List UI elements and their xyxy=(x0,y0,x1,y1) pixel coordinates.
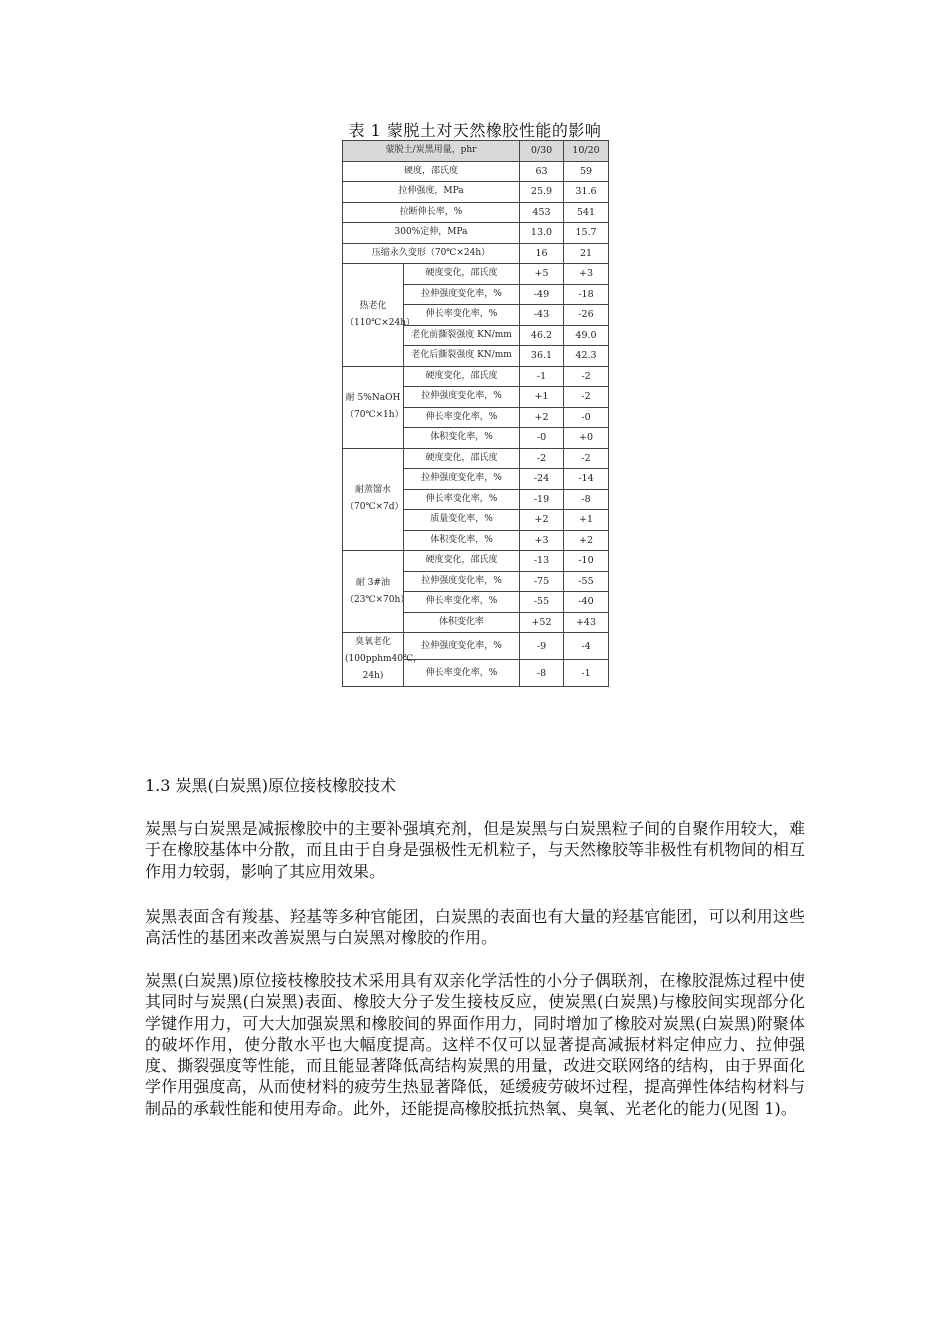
row-label: 质量变化率，% xyxy=(404,510,520,531)
value-cell: +1 xyxy=(520,387,564,408)
value-cell: 49.0 xyxy=(564,325,609,346)
value-cell: 63 xyxy=(520,161,564,182)
value-cell: -49 xyxy=(520,284,564,305)
table-row xyxy=(343,633,609,660)
value-cell: -19 xyxy=(520,489,564,510)
header-cell: 0/30 xyxy=(520,141,564,162)
value-cell: -55 xyxy=(564,571,609,592)
row-label: 拉伸强度变化率，% xyxy=(404,284,520,305)
table-row xyxy=(343,448,609,469)
row-label: 伸长率变化率，% xyxy=(404,407,520,428)
header-cell: 10/20 xyxy=(564,141,609,162)
value-cell: +2 xyxy=(564,530,609,551)
paragraph-3: 炭黑(白炭黑)原位接枝橡胶技术采用具有双亲化学活性的小分子偶联剂，在橡胶混炼过程中使其同时与炭黑(白炭黑)表面、橡胶大分子发生接枝反应，使炭黑(白炭黑)与橡胶间实现部分化学键作用力，可大大加强炭黑和橡胶间的界面作用力，同时增加了橡胶对炭黑(白炭黑)附聚体的破坏作用，使分散水平也大幅度提高。这样不仅可以显著提高减振材料定伸应力、拉伸强度、撕裂强度等性能，而且能显著降低高结构炭黑的用量，改进交联网络的结构，由于界面化学作用强度高，从而使材料的疲劳生热显著降低，延缓疲劳破坏过程，提高弹性体结构材料与制品的承载性能和使用寿命。此外，还能提高橡胶抵抗热氧、臭氧、光老化的能力(见图 1)。 xyxy=(145,971,805,1118)
value-cell: +3 xyxy=(520,530,564,551)
value-cell: -10 xyxy=(564,551,609,572)
table-row xyxy=(343,243,609,264)
row-label: 硬度变化，邵氏度 xyxy=(404,366,520,387)
value-cell: -14 xyxy=(564,469,609,490)
row-label: 压缩永久变形（70℃×24h） xyxy=(343,243,520,264)
row-label: 拉断伸长率，% xyxy=(343,202,520,223)
value-cell: -4 xyxy=(564,633,609,660)
row-label: 体积变化率，% xyxy=(404,428,520,449)
group-label: 耐 5%NaOH（70℃×1h） xyxy=(343,366,404,448)
value-cell: -2 xyxy=(564,448,609,469)
row-label: 体积变化率 xyxy=(404,612,520,633)
value-cell: 13.0 xyxy=(520,223,564,244)
value-cell: -9 xyxy=(520,633,564,660)
value-cell: -26 xyxy=(564,305,609,326)
value-cell: +52 xyxy=(520,612,564,633)
value-cell: 59 xyxy=(564,161,609,182)
row-label: 老化前撕裂强度 KN/mm xyxy=(404,325,520,346)
value-cell: -2 xyxy=(520,448,564,469)
table-header-row xyxy=(343,141,609,162)
row-label: 硬度变化，邵氏度 xyxy=(404,551,520,572)
value-cell: -2 xyxy=(564,366,609,387)
table-row xyxy=(343,161,609,182)
value-cell: 42.3 xyxy=(564,346,609,367)
row-label: 体积变化率，% xyxy=(404,530,520,551)
value-cell: 36.1 xyxy=(520,346,564,367)
value-cell: +1 xyxy=(564,510,609,531)
group-label: 热老化（110℃×24h） xyxy=(343,264,404,367)
row-label: 伸长率变化率，% xyxy=(404,305,520,326)
value-cell: +5 xyxy=(520,264,564,285)
table-row xyxy=(343,264,609,285)
row-label: 拉伸强度变化率，% xyxy=(404,633,520,660)
value-cell: +43 xyxy=(564,612,609,633)
value-cell: -55 xyxy=(520,592,564,613)
value-cell: -13 xyxy=(520,551,564,572)
table-row xyxy=(343,366,609,387)
value-cell: 453 xyxy=(520,202,564,223)
paragraph-1: 炭黑与白炭黑是减振橡胶中的主要补强填充剂，但是炭黑与白炭黑粒子间的自聚作用较大，难于在橡胶基体中分散，而且由于自身是强极性无机粒子，与天然橡胶等非极性有机物间的相互作用力较弱，影响了其应用效果。 xyxy=(145,819,805,881)
property-table xyxy=(342,140,609,687)
value-cell: -1 xyxy=(564,660,609,687)
value-cell: -1 xyxy=(520,366,564,387)
value-cell: -75 xyxy=(520,571,564,592)
value-cell: 31.6 xyxy=(564,182,609,203)
row-label: 拉伸强度，MPa xyxy=(343,182,520,203)
table-caption: 表 1 蒙脱土对天然橡胶性能的影响 xyxy=(348,121,602,140)
row-label: 拉伸强度变化率，% xyxy=(404,387,520,408)
row-label: 硬度，邵氏度 xyxy=(343,161,520,182)
value-cell: +2 xyxy=(520,407,564,428)
row-label: 硬度变化，邵氏度 xyxy=(404,448,520,469)
value-cell: -0 xyxy=(564,407,609,428)
row-label: 拉伸强度变化率，% xyxy=(404,469,520,490)
table-row xyxy=(343,202,609,223)
value-cell: -2 xyxy=(564,387,609,408)
value-cell: -0 xyxy=(520,428,564,449)
table-row xyxy=(343,551,609,572)
section-title: 1.3 炭黑(白炭黑)原位接枝橡胶技术 xyxy=(145,776,397,795)
group-label: 耐 3#油（23℃×70h） xyxy=(343,551,404,633)
paragraph-2: 炭黑表面含有羧基、羟基等多种官能团，白炭黑的表面也有大量的羟基官能团，可以利用这些高活性的基团来改善炭黑与白炭黑对橡胶的作用。 xyxy=(145,907,805,948)
row-label: 伸长率变化率，% xyxy=(404,592,520,613)
value-cell: 25.9 xyxy=(520,182,564,203)
value-cell: -8 xyxy=(520,660,564,687)
value-cell: -40 xyxy=(564,592,609,613)
row-label: 300%定伸，MPa xyxy=(343,223,520,244)
group-label: 臭氧老化(100pphm40℃，24h) xyxy=(343,633,404,687)
value-cell: 16 xyxy=(520,243,564,264)
group-label: 耐蒸馏水（70℃×7d） xyxy=(343,448,404,551)
value-cell: -43 xyxy=(520,305,564,326)
row-label: 拉伸强度变化率，% xyxy=(404,571,520,592)
row-label: 伸长率变化率，% xyxy=(404,660,520,687)
row-label: 伸长率变化率，% xyxy=(404,489,520,510)
value-cell: -24 xyxy=(520,469,564,490)
value-cell: -18 xyxy=(564,284,609,305)
table-row xyxy=(343,182,609,203)
header-cell: 蒙脱土/炭黑用量，phr xyxy=(343,141,520,162)
row-label: 硬度变化，邵氏度 xyxy=(404,264,520,285)
value-cell: 46.2 xyxy=(520,325,564,346)
value-cell: +3 xyxy=(564,264,609,285)
value-cell: +0 xyxy=(564,428,609,449)
value-cell: +2 xyxy=(520,510,564,531)
row-label: 老化后撕裂强度 KN/mm xyxy=(404,346,520,367)
value-cell: 21 xyxy=(564,243,609,264)
value-cell: 541 xyxy=(564,202,609,223)
table-row xyxy=(343,223,609,244)
value-cell: -8 xyxy=(564,489,609,510)
value-cell: 15.7 xyxy=(564,223,609,244)
